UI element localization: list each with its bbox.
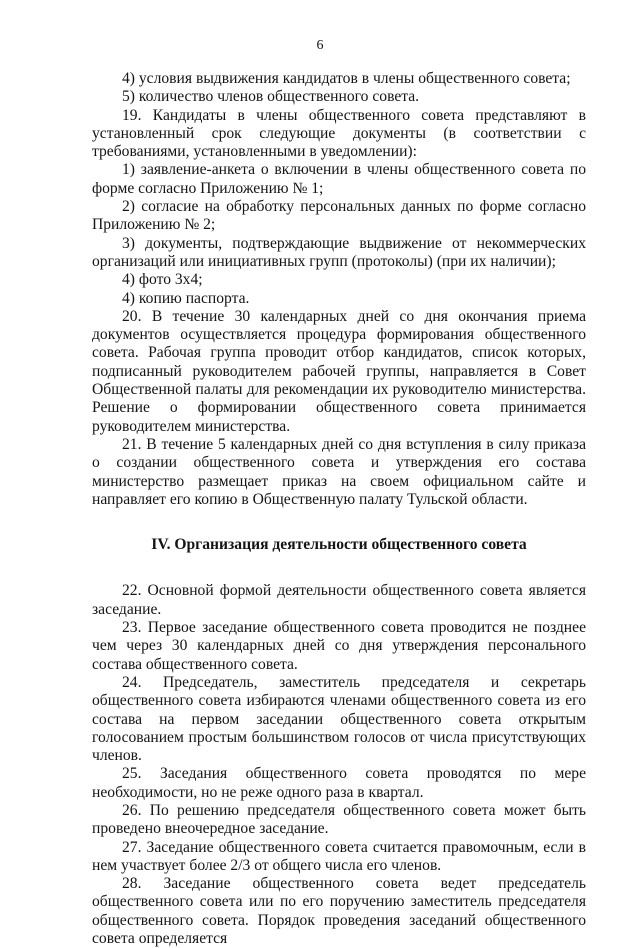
paragraph-26: 26. По решению председателя общественного совета может быть проведено внеочередное заседание.	[92, 801, 586, 838]
paragraph-22: 22. Основной формой деятельности общественного совета является заседание.	[92, 582, 586, 618]
paragraph-item-4-conditions: 4) условия выдвижения кандидатов в члены общественного совета;	[122, 70, 571, 87]
paragraph-19-item-4-photo: 4) фото 3х4;	[122, 271, 203, 289]
paragraph-19: 19. Кандидаты в члены общественного совета представляют в установленный срок следующие документы (в соответствии с требованиями, установленными в уведомлении):	[92, 106, 586, 161]
paragraph-21: 21. В течение 5 календарных дней со дня вступления в силу приказа о создании общественного совета и утверждения его состава министерство размещает приказ на своем официальном сайте и направляет его копию в Общественную палату Тульской области.	[92, 435, 586, 508]
paragraph-19-item-1: 1) заявление-анкета о включении в члены общественного совета по форме согласно Приложению № 1;	[92, 161, 586, 197]
paragraph-28: 28. Заседание общественного совета ведет председатель общественного совета или по его поручению заместитель председателя общественного совета. Порядок проведения заседаний общественного совета определяется	[92, 875, 586, 948]
paragraph-25: 25. Заседания общественного совета проводятся по мере необходимости, но не реже одного раза в квартал.	[92, 765, 586, 801]
paragraph-19-item-4-passport: 4) копию паспорта.	[122, 289, 250, 307]
paragraph-20: 20. В течение 30 календарных дней со дня окончания приема документов осуществляется процедура формирования общественного совета. Рабочая группа проводит отбор кандидатов, список которых, подписанный руководителем рабочей группы, направляется в Совет Общественной палаты для рекомендации их руководителю министерства. Решение о формировании общественного совета принимается руководителем министерства.	[92, 307, 586, 435]
page-number: 6	[316, 38, 324, 53]
paragraph-23: 23. Первое заседание общественного совета проводится не позднее чем через 30 календарных дней со дня утверждения персонального состава общественного совета.	[92, 619, 586, 673]
paragraph-24: 24. Председатель, заместитель председателя и секретарь общественного совета избираются членами общественного совета из его состава на первом заседании общественного совета открытым голосованием простым большинством голосов от числа присутствующих членов.	[92, 673, 586, 765]
paragraph-27: 27. Заседание общественного совета считается правомочным, если в нем участвует более 2/3 от общего числа его членов.	[92, 838, 586, 874]
paragraph-item-5-count: 5) количество членов общественного совета.	[122, 88, 420, 106]
paragraph-19-item-2: 2) согласие на обработку персональных данных по форме согласно Приложению № 2;	[92, 198, 586, 234]
paragraph-19-item-3: 3) документы, подтверждающие выдвижение от некоммерческих организаций или инициативных групп (протоколы) (при их наличии);	[92, 234, 586, 270]
section-heading: IV. Организация деятельности общественного совета	[151, 536, 527, 554]
document-body	[92, 70, 586, 948]
